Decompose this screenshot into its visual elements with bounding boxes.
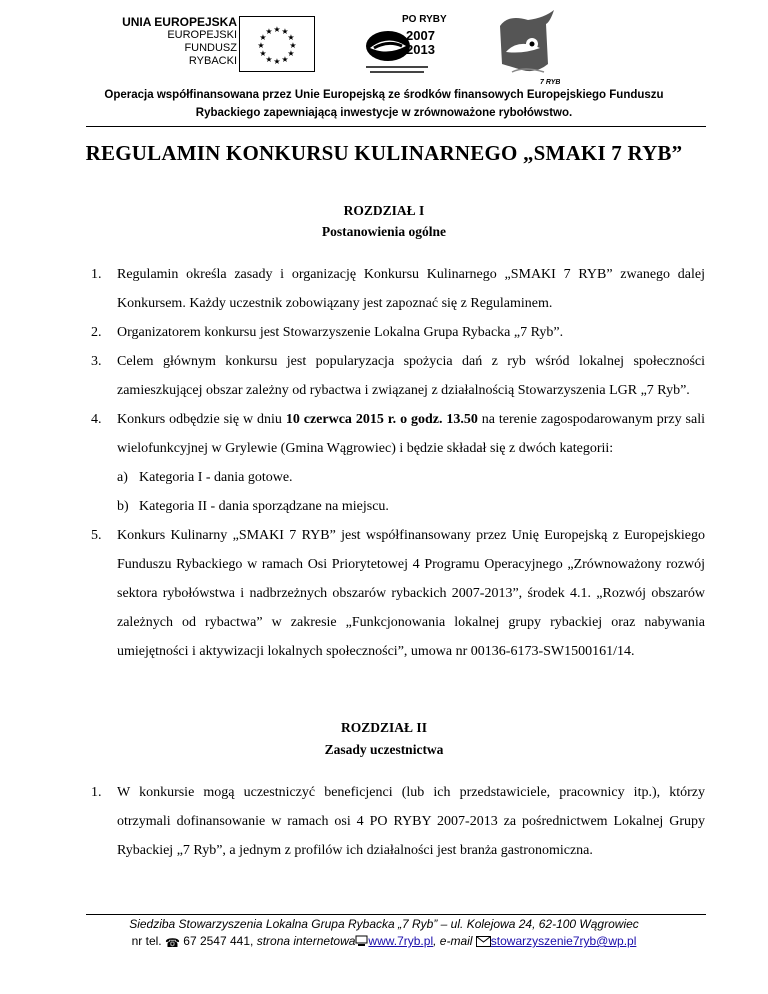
envelope-icon — [476, 935, 491, 952]
event-date: 10 czerwca 2015 r. — [285, 412, 397, 427]
item-number: 1. — [91, 267, 102, 282]
eu-flag-logo — [239, 16, 315, 72]
svg-text:★: ★ — [273, 57, 281, 66]
chapter2-subtitle: Zasady uczestnictwa — [324, 742, 444, 757]
po-ryby-logo — [360, 12, 450, 82]
item-text: Kategoria I - dania gotowe. — [139, 470, 293, 485]
item-text: Regulamin określa zasady i organizację Konkursu Kulinarnego „SMAKI 7 RYB” zwanego dalej Konkursem. Każdy uczestnik zobowiązany jest zapoznać się z Regulaminem. — [117, 267, 705, 311]
document-title: REGULAMIN KONKURSU KULINARNEGO „SMAKI 7 RYB” — [85, 141, 683, 165]
list-item — [91, 347, 705, 405]
item-number: 2. — [91, 325, 102, 340]
list-item — [91, 405, 705, 521]
event-time: o godz. 13.50 — [400, 412, 478, 427]
eu-line3: RYBACKI — [188, 55, 237, 67]
chapter1-label: ROZDZIAŁ I — [343, 203, 425, 218]
item-text: na terenie zagospodarowanym przy sali wielofunkcyjnej w Grylewie (Gmina Wągrowiec) i będzie składał się z dwóch kategorii: — [117, 412, 705, 456]
svg-text:2013: 2013 — [406, 42, 435, 57]
svg-text:★: ★ — [281, 27, 289, 36]
svg-text:★: ★ — [257, 41, 265, 50]
list-item — [91, 778, 705, 865]
category-sublist — [117, 463, 705, 521]
chapter1-subtitle: Postanowienia ogólne — [321, 224, 447, 239]
tel-number: 67 2547 441, — [183, 934, 254, 948]
list-item — [91, 318, 705, 347]
svg-text:2007: 2007 — [406, 28, 435, 43]
page-header — [0, 0, 768, 130]
svg-text:★: ★ — [273, 25, 281, 34]
item-text: Celem głównym konkursu jest popularyzacja spożycia dań z ryb wśród lokalnej społeczności zamieszkującej obszar zależny od rybactwa i związanej z działalnością Stowarzyszenia LGR „7 Ryb”. — [117, 354, 705, 398]
item-number: 4. — [91, 412, 102, 427]
svg-text:★: ★ — [287, 33, 295, 42]
footer-divider — [86, 914, 706, 915]
item-number: a) — [117, 470, 128, 485]
svg-text:★: ★ — [265, 55, 273, 64]
item-number: 1. — [91, 785, 102, 800]
eu-fund-text — [117, 16, 237, 68]
list-item — [117, 463, 705, 492]
item-number: b) — [117, 499, 129, 514]
item-text: Konkurs odbędzie się w dniu — [117, 412, 286, 427]
header-caption — [40, 86, 728, 122]
svg-text:★: ★ — [281, 55, 289, 64]
phone-icon: ☎ — [164, 936, 180, 950]
list-item — [117, 492, 705, 521]
caption-line1: Operacja współfinansowana przez Unie Europejską ze środków finansowych Europejskiego Funduszu — [104, 89, 664, 101]
chapter1-list — [91, 260, 705, 666]
list-item — [91, 260, 705, 318]
item-text: W konkursie mogą uczestniczyć beneficjenci (lub ich przedstawiciele, pracownicy itp.), którzy otrzymali dofinansowanie w ramach osi 4 PO RYBY 2007-2013 za pośrednictwem Lokalnej Grupy Rybackiej „7 Ryb”, a jednym z profilów ich działalności jest branża gastronomiczna. — [117, 785, 705, 858]
svg-text:★: ★ — [289, 41, 297, 50]
chapter2-label: ROZDZIAŁ II — [341, 720, 427, 735]
tel-label: nr tel. — [131, 934, 165, 948]
header-divider — [86, 126, 706, 127]
svg-text:★: ★ — [287, 49, 295, 58]
svg-text:★: ★ — [259, 33, 267, 42]
item-number: 5. — [91, 528, 102, 543]
svg-text:★: ★ — [259, 49, 267, 58]
svg-text:PO RYBY: PO RYBY — [402, 14, 447, 25]
footer-contacts — [0, 933, 768, 952]
lgr-7-ryb-logo — [488, 8, 560, 86]
item-number: 3. — [91, 354, 102, 369]
page-footer — [0, 916, 768, 952]
web-label: strona internetowa — [253, 934, 356, 948]
website-link[interactable]: www.7ryb.pl — [368, 934, 434, 948]
eu-line1: UNIA EUROPEJSKA — [122, 15, 237, 29]
eu-line2: EUROPEJSKI FUNDUSZ — [167, 29, 237, 54]
item-text: Kategoria II - dania sporządzane na miejscu. — [139, 499, 389, 514]
chapter2-list — [91, 778, 705, 865]
item-text: Organizatorem konkursu jest Stowarzyszenie Lokalna Grupa Rybacka „7 Ryb”. — [117, 325, 564, 340]
computer-icon — [355, 935, 368, 952]
email-label: , e-mail — [433, 934, 476, 948]
svg-text:7 RYB: 7 RYB — [540, 79, 560, 86]
caption-line2: Rybackiego zapewniającą inwestycje w zrównoważone rybołówstwo. — [195, 107, 573, 119]
list-item — [91, 521, 705, 666]
email-link[interactable]: stowarzyszenie7ryb@wp.pl — [490, 934, 637, 948]
footer-address: Siedziba Stowarzyszenia Lokalna Grupa Rybacka „7 Ryb” – ul. Kolejowa 24, 62-100 Wągrowiec — [129, 917, 639, 931]
item-text: Konkurs Kulinarny „SMAKI 7 RYB” jest współfinansowany przez Unię Europejską z Europejskiego Funduszu Rybackiego w ramach Osi Priorytetowej 4 Programu Operacyjnego „Zrównoważony rozwój sektora rybołówstwa i nadbrzeżnych obszarów rybackich 2007-2013”, środek 4.1. „Rozwój obszarów zależnych od rybactwa” w zakresie „Funkcjonowania lokalnej grupy rybackiej oraz nabywania umiejętności i aktywizacji lokalnych społeczności”, umowa nr 00136-6173-SW1500161/14. — [117, 528, 705, 659]
svg-text:★: ★ — [265, 27, 273, 36]
